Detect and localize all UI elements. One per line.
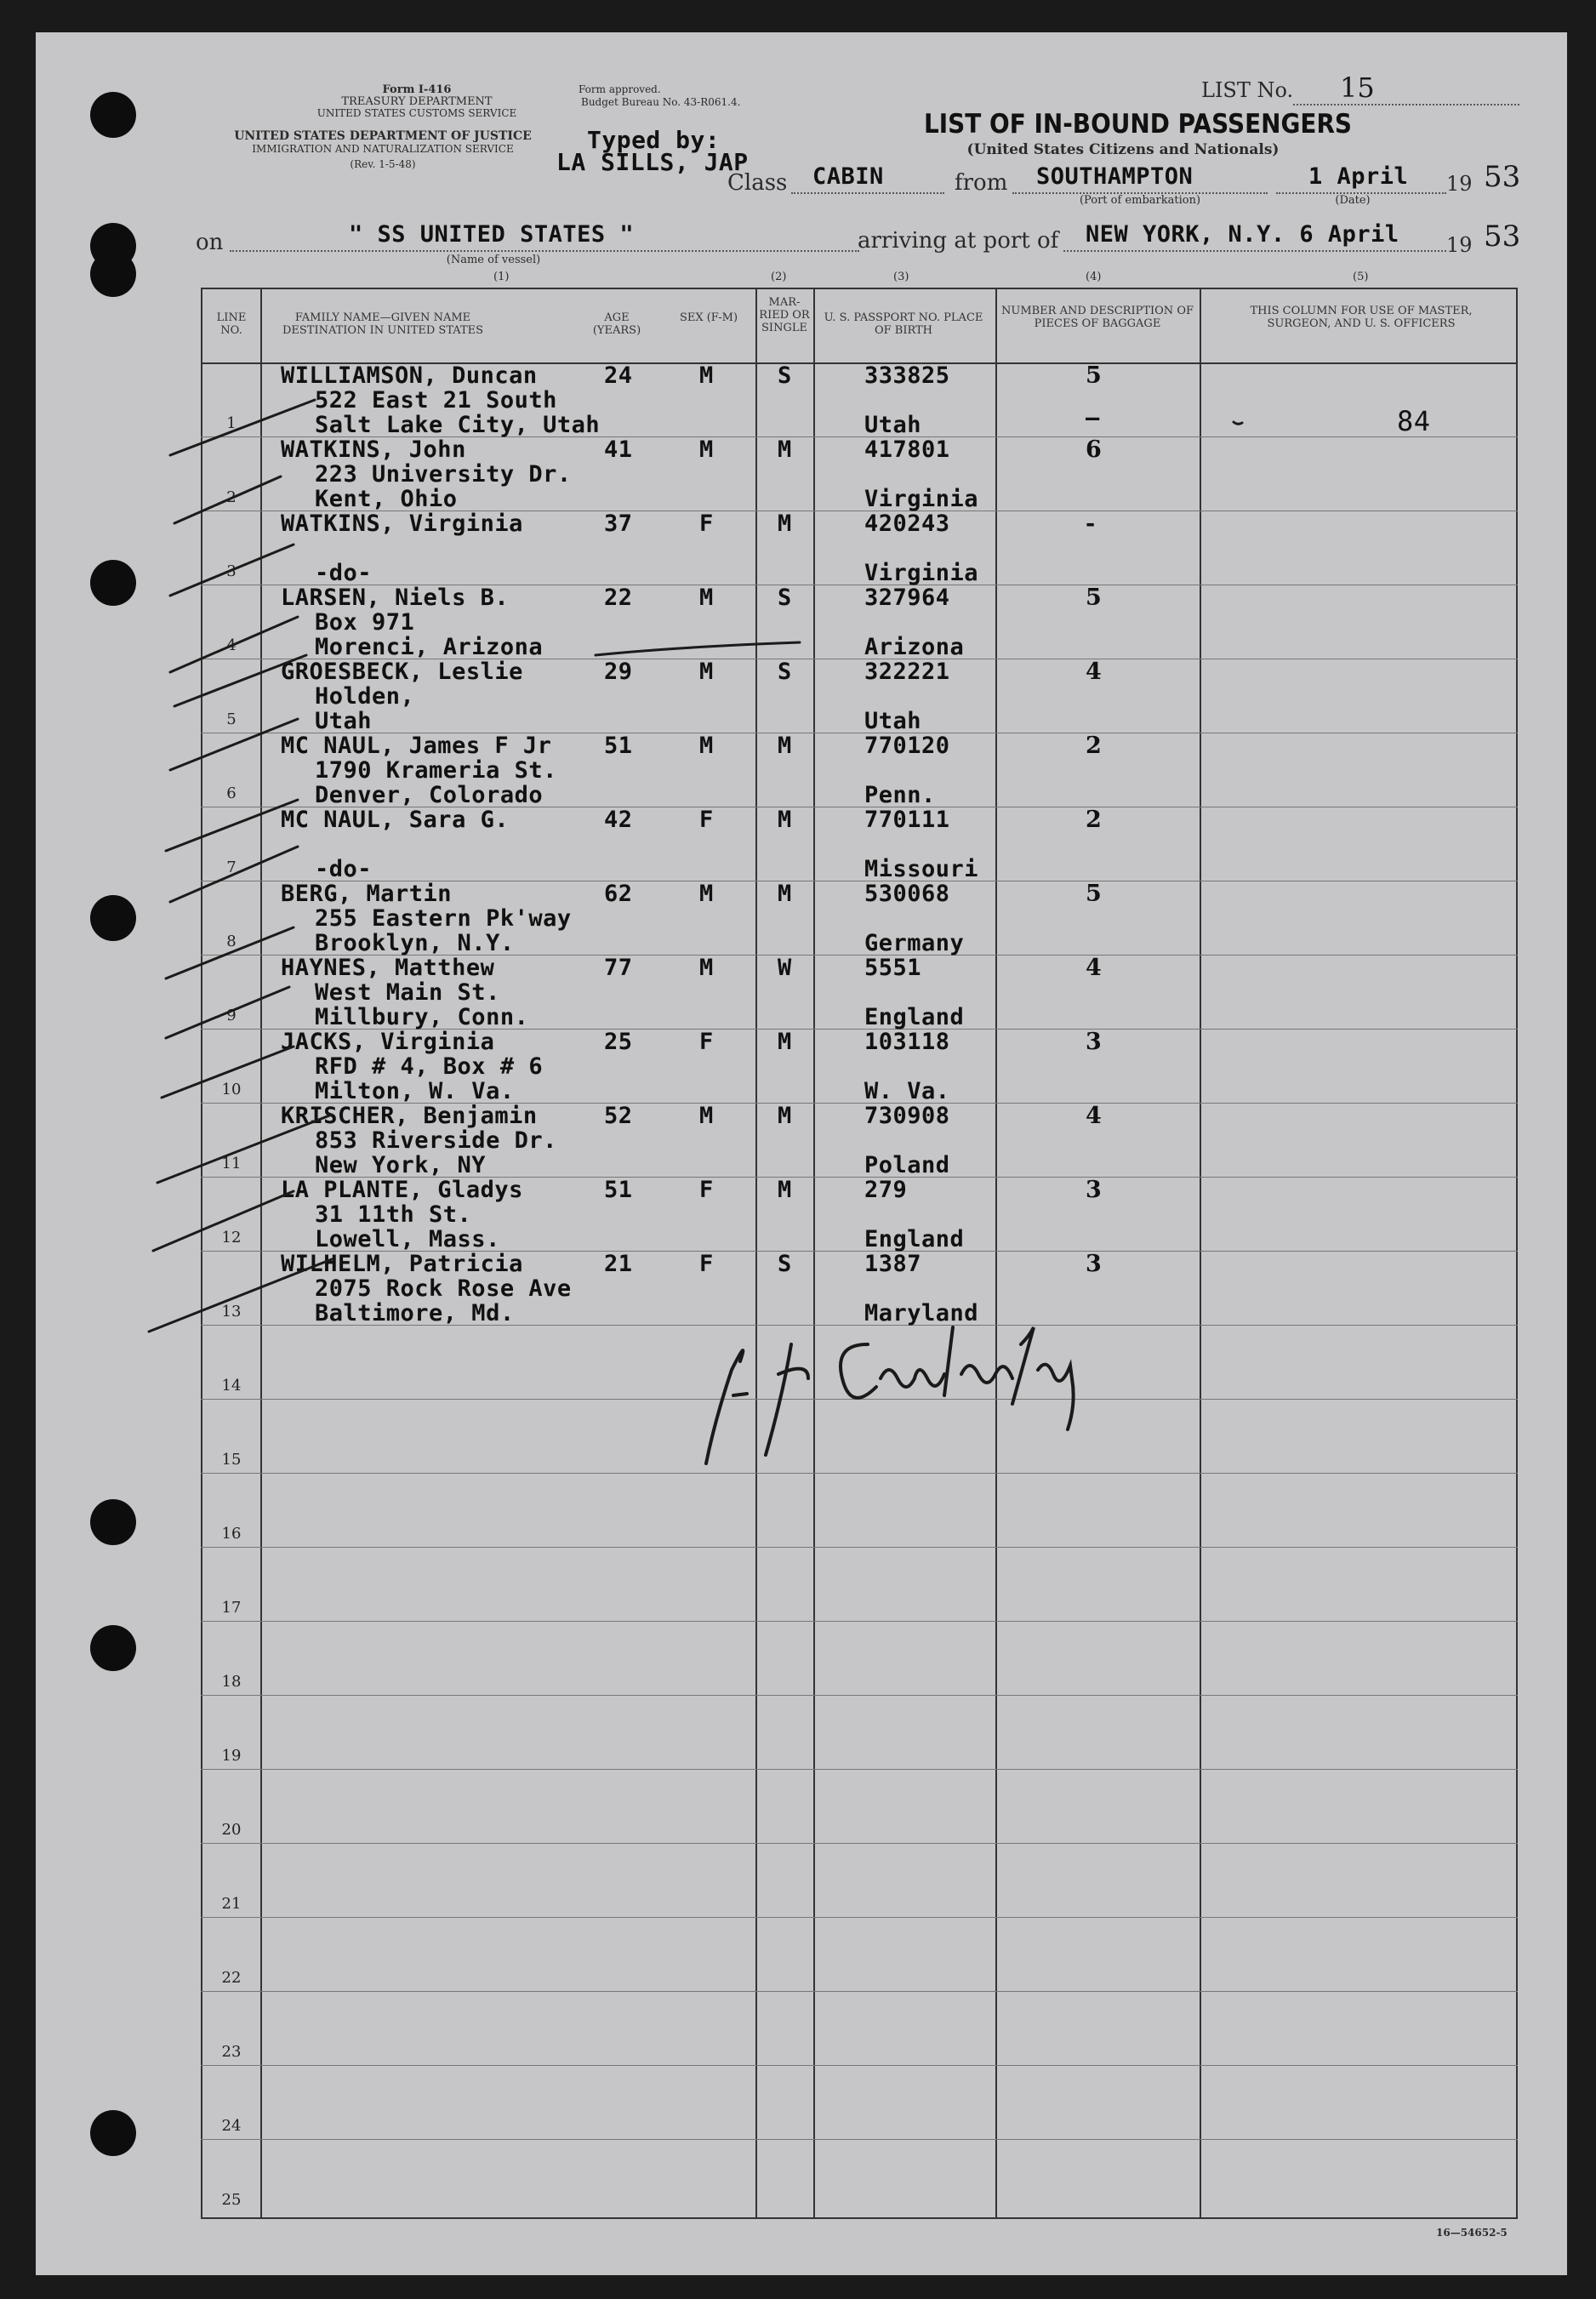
budget-no: Budget Bureau No. 43-R061.4. (581, 96, 741, 108)
passenger-name: GROESBECK, Leslie (281, 659, 523, 685)
service: UNITED STATES CUSTOMS SERVICE (316, 107, 517, 119)
revision: (Rev. 1-5-48) (350, 158, 416, 170)
passenger-address-line: 1790 Krameria St. (315, 757, 557, 784)
punch-hole (90, 1625, 136, 1671)
passenger-name: KRISCHER, Benjamin (281, 1103, 538, 1129)
col-num-2: (2) (771, 271, 787, 283)
passenger-address-line: 522 East 21 South (315, 387, 557, 414)
baggage-count: 6 (1086, 436, 1103, 463)
col-divider (995, 288, 997, 2219)
baggage-note: – (1086, 405, 1100, 431)
passenger-name: WILHELM, Patricia (281, 1251, 523, 1277)
passenger-sex: F (699, 511, 714, 537)
passenger-sex: M (699, 881, 714, 907)
line-number: 8 (226, 933, 237, 950)
passenger-marital-status: M (778, 1103, 792, 1129)
class-label: Class (727, 170, 788, 196)
passenger-age: 22 (604, 585, 633, 611)
arrival-rule (1063, 250, 1446, 252)
typed-by-label: Typed by: (587, 126, 721, 154)
row-line (201, 1621, 1518, 1622)
form-subtitle: (United States Citizens and Nationals) (966, 141, 1280, 158)
arrival-year: 53 (1484, 220, 1521, 254)
passenger-name: MC NAUL, James F Jr (281, 733, 552, 759)
col-divider (755, 288, 757, 2219)
col-num-5: (5) (1353, 271, 1369, 283)
signature (698, 1293, 1089, 1472)
passenger-city: Milton, W. Va. (315, 1078, 515, 1104)
passenger-city: -do- (315, 560, 373, 586)
col-married-header: MAR- RIED OR SINGLE (759, 296, 810, 334)
line-number: 13 (221, 1303, 242, 1321)
punch-hole (90, 1499, 136, 1545)
vessel-rule (230, 250, 859, 252)
passenger-city: Baltimore, Md. (315, 1300, 515, 1326)
depart-year: 53 (1484, 160, 1521, 194)
punch-hole (90, 895, 136, 941)
class-value: CABIN (812, 163, 884, 190)
place-of-birth: W. Va. (864, 1078, 950, 1104)
passenger-address-line: Box 971 (315, 609, 415, 636)
from-label: from (955, 170, 1008, 196)
passenger-marital-status: M (778, 733, 792, 759)
row-line (201, 1473, 1518, 1474)
passenger-address-line: RFD # 4, Box # 6 (315, 1053, 544, 1080)
on-label: on (196, 230, 224, 255)
line-number: 16 (221, 1525, 242, 1543)
baggage-count: 4 (1086, 955, 1103, 981)
punch-hole (90, 560, 136, 606)
passport-number: 333825 (864, 362, 950, 389)
place-of-birth: Virginia (864, 486, 979, 512)
line-number: 10 (221, 1081, 242, 1098)
year-prefix: 19 (1446, 172, 1473, 196)
passenger-city: Lowell, Mass. (315, 1226, 500, 1252)
row-line (201, 1547, 1518, 1548)
place-of-birth: England (864, 1226, 965, 1252)
date-caption: (Date) (1335, 194, 1371, 207)
passenger-sex: M (699, 585, 714, 611)
typed-by: LA SILLS, JAP (556, 148, 749, 176)
passport-number: 770111 (864, 807, 950, 833)
col-officers-header: THIS COLUMN FOR USE OF MASTER, SURGEON, AND U. S. OFFICERS (1250, 305, 1473, 330)
passenger-address-line: West Main St. (315, 979, 500, 1006)
baggage-count: 2 (1086, 733, 1103, 759)
line-number: 1 (226, 414, 237, 432)
passenger-sex: M (699, 1103, 714, 1129)
passenger-city: Brooklyn, N.Y. (315, 930, 515, 956)
passenger-city: New York, NY (315, 1152, 487, 1178)
passenger-address-line: 31 11th St. (315, 1201, 472, 1228)
passenger-marital-status: M (778, 1177, 792, 1203)
arriving-label: arriving at port of (858, 228, 1059, 254)
passenger-name: JACKS, Virginia (281, 1029, 495, 1055)
list-no-label: LIST No. (1201, 78, 1294, 102)
passport-number: 103118 (864, 1029, 950, 1055)
department: TREASURY DEPARTMENT (341, 95, 493, 108)
port-embark-caption: (Port of embarkation) (1079, 194, 1201, 207)
passenger-address-line: Holden, (315, 683, 415, 710)
passenger-city: -do- (315, 856, 373, 882)
depart-date: 1 April (1308, 163, 1409, 190)
place-of-birth: Penn. (864, 782, 936, 808)
col-baggage-header: NUMBER AND DESCRIPTION OF PIECES OF BAGGAGE (1000, 305, 1194, 330)
passenger-sex: M (699, 436, 714, 463)
passenger-sex: M (699, 659, 714, 685)
passenger-address-line: 2075 Rock Rose Ave (315, 1275, 572, 1302)
row-line (201, 1695, 1518, 1696)
col-sex-header: SEX (F-M) (679, 311, 738, 324)
passport-number: 279 (864, 1177, 908, 1203)
passport-number: 322221 (864, 659, 950, 685)
passenger-sex: M (699, 362, 714, 389)
passenger-age: 41 (604, 436, 633, 463)
line-number: 21 (221, 1895, 242, 1913)
passenger-name: WATKINS, Virginia (281, 511, 523, 537)
passport-number: 1387 (864, 1251, 922, 1277)
ins: IMMIGRATION AND NATURALIZATION SERVICE (252, 143, 514, 155)
line-number: 12 (221, 1229, 242, 1246)
col-divider (1200, 288, 1201, 2219)
row-line (201, 1769, 1518, 1770)
passenger-sex: F (699, 807, 714, 833)
passenger-sex: M (699, 955, 714, 981)
baggage-count: 3 (1086, 1029, 1103, 1055)
col-divider (813, 288, 815, 2219)
passenger-address-line: 255 Eastern Pk'way (315, 905, 572, 932)
passenger-age: 37 (604, 511, 633, 537)
passenger-age: 77 (604, 955, 633, 981)
passenger-marital-status: S (778, 585, 792, 611)
line-number: 7 (226, 859, 237, 876)
passenger-age: 62 (604, 881, 633, 907)
passenger-marital-status: S (778, 1251, 792, 1277)
passenger-city: Millbury, Conn. (315, 1004, 529, 1030)
vessel-name: " SS UNITED STATES " (349, 221, 635, 248)
row-line (201, 1843, 1518, 1844)
place-of-birth: Germany (864, 930, 965, 956)
place-of-birth: Poland (864, 1152, 950, 1178)
form-number: Form I-416 (382, 83, 452, 96)
place-of-birth: Utah (864, 412, 922, 438)
officer-note: 84 (1397, 405, 1431, 437)
baggage-count: - (1086, 511, 1096, 537)
passport-number: 770120 (864, 733, 950, 759)
line-number: 11 (221, 1155, 242, 1172)
passenger-city: Salt Lake City, Utah (315, 412, 601, 438)
line-number: 15 (221, 1451, 242, 1469)
footer-code: 16—54652-5 (1436, 2227, 1508, 2239)
baggage-count: 3 (1086, 1177, 1103, 1203)
line-number: 23 (221, 2043, 242, 2061)
passenger-sex: F (699, 1177, 714, 1203)
baggage-count: 4 (1086, 659, 1103, 685)
punch-hole (90, 251, 136, 297)
col-line-header: LINE NO. (216, 311, 247, 337)
line-number: 5 (226, 710, 237, 728)
passport-number: 730908 (864, 1103, 950, 1129)
col-age-header: AGE (YEARS) (592, 311, 641, 337)
passport-number: 420243 (864, 511, 950, 537)
passenger-sex: F (699, 1029, 714, 1055)
line-number: 17 (221, 1599, 242, 1617)
line-number: 6 (226, 784, 237, 802)
place-of-birth: Maryland (864, 1300, 979, 1326)
line-number: 20 (221, 1821, 242, 1839)
line-number: 2 (226, 488, 237, 506)
line-number: 9 (226, 1007, 237, 1024)
passenger-city: Morenci, Arizona (315, 634, 544, 660)
passenger-city: Utah (315, 708, 373, 734)
line-number: 25 (221, 2191, 242, 2209)
row-line (201, 2065, 1518, 2066)
port-embark: SOUTHAMPTON (1036, 163, 1194, 190)
class-rule (791, 192, 944, 194)
place-of-birth: Virginia (864, 560, 979, 586)
passenger-name: BERG, Martin (281, 881, 453, 907)
row-line (201, 1917, 1518, 1918)
passenger-age: 42 (604, 807, 633, 833)
passenger-address-line: 223 University Dr. (315, 461, 572, 488)
passenger-marital-status: W (778, 955, 792, 981)
year-prefix-2: 19 (1446, 233, 1473, 257)
place-of-birth: England (864, 1004, 965, 1030)
baggage-count: 3 (1086, 1251, 1103, 1277)
list-no: 15 (1340, 71, 1375, 104)
justice-dept: UNITED STATES DEPARTMENT OF JUSTICE (234, 129, 532, 143)
line-number: 14 (221, 1377, 242, 1395)
punch-hole (90, 92, 136, 138)
line-number: 4 (226, 636, 237, 654)
col-name-header: FAMILY NAME—GIVEN NAME DESTINATION IN UNITED STATES (282, 311, 484, 337)
col-divider (260, 288, 262, 2219)
passenger-marital-status: M (778, 807, 792, 833)
passport-number: 5551 (864, 955, 922, 981)
passenger-name: WILLIAMSON, Duncan (281, 362, 538, 389)
passenger-age: 25 (604, 1029, 633, 1055)
line-number: 3 (226, 562, 237, 580)
passenger-age: 51 (604, 1177, 633, 1203)
line-number: 19 (221, 1747, 242, 1765)
col-num-1: (1) (493, 271, 510, 283)
passenger-age: 51 (604, 733, 633, 759)
passenger-marital-status: M (778, 436, 792, 463)
passenger-marital-status: M (778, 881, 792, 907)
passenger-name: HAYNES, Matthew (281, 955, 495, 981)
place-of-birth: Utah (864, 708, 922, 734)
passport-number: 530068 (864, 881, 950, 907)
passport-number: 327964 (864, 585, 950, 611)
line-number: 18 (221, 1673, 242, 1691)
passenger-name: LARSEN, Niels B. (281, 585, 510, 611)
passenger-age: 24 (604, 362, 633, 389)
passenger-city: Kent, Ohio (315, 486, 458, 512)
form-title: LIST OF IN-BOUND PASSENGERS (924, 109, 1353, 140)
punch-hole (90, 2110, 136, 2156)
arrival-port: NEW YORK, N.Y. 6 April (1086, 221, 1399, 248)
baggage-count: 5 (1086, 585, 1103, 611)
passenger-address-line: 853 Riverside Dr. (315, 1127, 557, 1154)
passenger-marital-status: S (778, 362, 792, 389)
passenger-name: LA PLANTE, Gladys (281, 1177, 523, 1203)
place-of-birth: Arizona (864, 634, 965, 660)
baggage-count: 5 (1086, 881, 1103, 907)
col-passport-header: U. S. PASSPORT NO. PLACE OF BIRTH (824, 311, 983, 337)
passenger-sex: M (699, 733, 714, 759)
passenger-city: Denver, Colorado (315, 782, 544, 808)
baggage-count: 4 (1086, 1103, 1103, 1129)
passenger-marital-status: M (778, 1029, 792, 1055)
place-of-birth: Missouri (864, 856, 979, 882)
passenger-age: 21 (604, 1251, 633, 1277)
passenger-sex: F (699, 1251, 714, 1277)
line-number: 22 (221, 1969, 242, 1987)
vessel-caption: (Name of vessel) (446, 254, 541, 266)
col-num-3: (3) (893, 271, 909, 283)
row-line (201, 2139, 1518, 2140)
passenger-age: 52 (604, 1103, 633, 1129)
passenger-name: WATKINS, John (281, 436, 466, 463)
passenger-marital-status: S (778, 659, 792, 685)
passenger-name: MC NAUL, Sara G. (281, 807, 510, 833)
approval: Form approved. (579, 83, 661, 95)
baggage-count: 5 (1086, 362, 1103, 389)
passenger-age: 29 (604, 659, 633, 685)
passenger-marital-status: M (778, 511, 792, 537)
line-number: 24 (221, 2117, 242, 2135)
row-line (201, 1991, 1518, 1992)
list-no-rule (1293, 104, 1519, 106)
baggage-count: 2 (1086, 807, 1103, 833)
passport-number: 417801 (864, 436, 950, 463)
col-num-4: (4) (1086, 271, 1102, 283)
